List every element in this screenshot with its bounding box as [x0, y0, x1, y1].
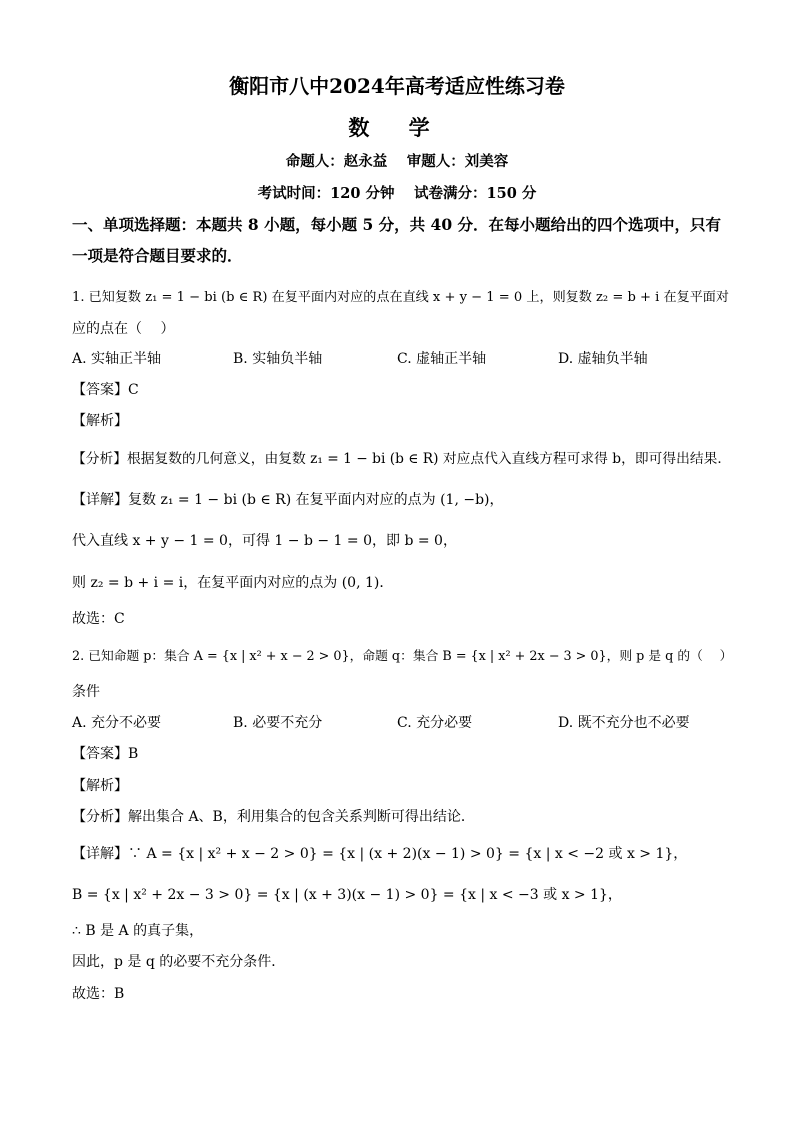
q2-option-c: C. 充分必要	[397, 715, 473, 731]
q2-option-a: A. 充分不必要	[72, 715, 162, 731]
q1-option-c: C. 虚轴正半轴	[397, 351, 487, 367]
exam-info-line: 考试时间：120 分钟 试卷满分：150 分	[257, 185, 537, 202]
q1-stem-line2: 应的点在（ ）	[72, 321, 175, 337]
q2-option-d: D. 既不充分也不必要	[558, 715, 690, 731]
subject-title: 数 学	[348, 115, 446, 140]
authors-line: 命题人：赵永益 审题人：刘美容	[285, 153, 509, 170]
exam-title: 衡阳市八中2024年高考适应性练习卷	[229, 74, 565, 98]
q2-answer: 【答案】B	[72, 746, 139, 762]
q2-stem-line1: 2. 已知命题 p：集合 A = {x | x² + x − 2 > 0}，命题 q：集合 B = {x | x² + 2x − 3 > 0}，则 p 是 q 的（ ）	[72, 649, 733, 664]
q1-answer: 【答案】C	[72, 382, 139, 398]
q1-xiangjie: 【详解】复数 z₁ = 1 − bi (b ∈ R) 在复平面内对应的点为 (1, −b)，	[72, 492, 504, 508]
q1-choice: 故选：C	[72, 611, 125, 627]
q2-xiangjie: 【详解】∵ A = {x | x² + x − 2 > 0} = {x | (x + 2)(x − 1) > 0} = {x | x < −2 或 x > 1}，	[72, 846, 688, 862]
q1-option-b: B. 实轴负半轴	[233, 351, 323, 367]
section-heading-line1: 一、单项选择题：本题共 8 小题，每小题 5 分，共 40 分．在每小题给出的四个选项中，只有	[72, 215, 722, 234]
q1-fenxi: 【分析】根据复数的几何意义，由复数 z₁ = 1 − bi (b ∈ R) 对应点代入直线方程可求得 b，即可得出结果．	[72, 451, 732, 467]
q1-step2: 则 z₂ = b + i = i，在复平面内对应的点为 (0, 1)．	[72, 575, 394, 591]
q2-analysis-label: 【解析】	[72, 778, 128, 794]
q1-step1: 代入直线 x + y − 1 = 0，可得 1 − b − 1 = 0，即 b = 0，	[72, 533, 457, 549]
q2-fenxi: 【分析】解出集合 A、B，利用集合的包含关系判断可得出结论．	[72, 809, 475, 825]
q2-choice: 故选：B	[72, 986, 125, 1002]
q2-option-b: B. 必要不充分	[233, 715, 323, 731]
q2-step1: B = {x | x² + 2x − 3 > 0} = {x | (x + 3)(x − 1) > 0} = {x | x < −3 或 x > 1}，	[72, 887, 622, 903]
q1-option-a: A. 实轴正半轴	[72, 351, 162, 367]
q1-option-d: D. 虚轴负半轴	[558, 351, 648, 367]
q1-stem-line1: 1. 已知复数 z₁ = 1 − bi (b ∈ R) 在复平面内对应的点在直线 x + y − 1 = 0 上，则复数 z₂ = b + i 在复平面对	[72, 290, 729, 305]
section-heading-line2: 一项是符合题目要求的．	[72, 246, 243, 265]
q2-step3: 因此，p 是 q 的必要不充分条件．	[72, 954, 286, 970]
q2-stem-line2: 条件	[72, 684, 100, 700]
q2-step2: ∴ B 是 A 的真子集，	[72, 923, 204, 939]
q1-analysis-label: 【解析】	[72, 413, 128, 429]
